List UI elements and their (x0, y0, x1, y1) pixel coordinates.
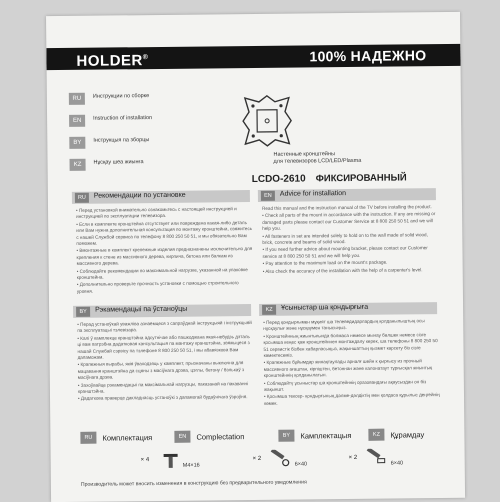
flag-icon: RU (75, 193, 89, 203)
flag-icon: EN (69, 115, 85, 127)
paragraph: • If you need further advice about mounting bracket, please contact our Customer service at 8 800 250 50 51 and we will help you. (262, 246, 438, 261)
language-item (69, 89, 189, 112)
section-body-ru (76, 206, 253, 300)
language-label: Instruction of installation (93, 115, 152, 122)
model-description: Настенные кронштейны (273, 150, 443, 159)
paragraph: • Перед установкой внимательно ознакомьтесь с настоящей инструкцией и инструкцией по эксплуатации телевизора. (76, 206, 252, 221)
part-anchor (349, 446, 429, 469)
screw-icon (163, 453, 179, 469)
part-size: 6×40 (295, 461, 307, 467)
paragraph: • Дадаткова праверце дакладнасць устаноўкі з дапамогай будаўнічага ўзроўня. (78, 394, 254, 402)
part-quantity: × 2 (349, 455, 358, 461)
flag-icon: RU (80, 432, 96, 444)
paragraph: • Захоўвайце рэкамендацыі па максімальнай нагрузцы, паказанай на пакаванні кранштэйна. (78, 381, 254, 396)
paragraph: • Перед қондырғымен мұқият ша телеведидарлардың қолданылыштың осы нұсқаулығ және нұсқаумен танысыңыз. (263, 318, 439, 333)
paragraph: • Соблюдайте рекомендации по максимальной нагрузке, указанной на упаковке кронштейна. (77, 267, 253, 282)
paragraph: • Дополнительно проверьте прочность установки с помощью строительного уровня. (77, 280, 253, 295)
part-bolt (253, 447, 333, 470)
section-header-by (73, 304, 251, 318)
flag-icon: BY (278, 430, 294, 442)
section-body-by (77, 320, 254, 418)
part-screw (141, 448, 231, 471)
complectation-label: Камплектацыя (300, 431, 351, 441)
section-header-kz (259, 302, 437, 316)
flag-icon: KZ (70, 159, 86, 171)
paragraph: • Соблюдайтү ұсыныстар ша кронштейннің оразовандағы ақаусыздан он біз жақыншт. (264, 379, 440, 394)
language-label: Нұсқау шеа жиынға (94, 159, 144, 166)
flag-icon: EN (261, 191, 275, 201)
section-title: Рекомендации по установке (94, 192, 186, 200)
section-header-en (258, 188, 436, 202)
paragraph: • Крапежныя вырабы, якія ўваходзяць у камплект, прызначаны выключна для мацавання кранштэйна да сцяны з масіўнага дрэва, цэглы, бетону / бэлькаў з масіўнага дрэва. (78, 360, 254, 381)
bracket-illustration-icon (237, 92, 298, 151)
complectation-label: Комплектация (102, 433, 152, 443)
paragraph: • Калі ў камплекце кранштэйна адсутнічае або пашкоджана якая-небудзь дэталь ці вам патрэбна дадатковая кансультацыя па мантажу кранштэйна, звяжыцеся з нашай Службай сэрвісу па тэлефоне 8 800 250 50 51, і мы абавязкова Вам дапаможам. (77, 334, 253, 361)
complectation-row (80, 428, 460, 446)
section-body-en (262, 204, 439, 298)
instruction-sheet (46, 12, 465, 502)
flag-icon: KZ (368, 429, 384, 441)
language-label: Інструкцыя па зборцы (93, 137, 149, 144)
anchor-plug-icon (365, 449, 387, 467)
brand-name: HOLDER (76, 52, 143, 70)
brand-header (46, 44, 460, 70)
brand-tagline: 100% НАДЕЖНО (309, 46, 426, 65)
footer-note: Производитель может вносить изменения в конструкцию без предварительного уведомления (81, 479, 307, 487)
model-description: для телевизоров LCD/LED/Plasma (274, 157, 444, 166)
paragraph: • Check all parts of the mount in accordance with the instruction. If any are missing or damaged parts please contact our Customer Service at 8 800 250 50 51 and we will help you. (262, 211, 438, 232)
paragraph: • Вмонтажные в комплект крепежные изделия предназначены исключительно для крепления к стене из массивного дерева, кирпича, бетона или балкам из массивного дерева. (76, 246, 252, 267)
section-title: Ұсыныстар ша қондырғыға (281, 304, 368, 312)
language-label: Инструкции по сборке (93, 93, 149, 100)
flag-icon: EN (174, 431, 190, 443)
flag-icon: BY (76, 307, 90, 317)
part-quantity: × 2 (253, 456, 262, 462)
flag-icon: KZ (262, 305, 276, 315)
model-code: LCDO-2610 (252, 173, 306, 185)
registered-mark: ® (143, 54, 149, 61)
part-size: 6×40 (391, 460, 403, 466)
flag-icon: BY (69, 137, 85, 149)
complectation-label: Complectation (196, 432, 244, 442)
section-header-ru (72, 190, 250, 204)
paragraph: • All fasteners in set are intended solely to hold on to the wall made of solid wood, brick, concrete and beams of solid wood. (262, 232, 438, 247)
parts-list (81, 446, 461, 472)
paragraph: • Если в комплекте кронштейна отсутствует или повреждена какая-либо деталь или Вам нужна дополнительная консультация по монтажу кронштейна, свяжитесь с нашей Службой сервиса по телефону 8 800 250 50 51, и мы обязательно Вам поможем. (76, 220, 252, 247)
paragraph: • Перад устаноўкай уважліва азнаёмцеся з сапраўднай інструкцыяй і інструкцыяй па эксплуатацыі тэлевізара. (77, 320, 253, 335)
bolt-icon (269, 450, 291, 468)
paragraph: • Қосымша тексер- қондырғының дәлме-дәлдіктің мен қолдаса құрылыс деңгейнің көмек. (264, 393, 440, 408)
part-quantity: × 4 (141, 457, 150, 463)
model-row (274, 170, 444, 186)
section-title: Рэкамендацыі па ўстаноўцы (95, 306, 187, 314)
section-title: Advice for installation (280, 190, 346, 198)
model-info (273, 150, 443, 186)
brand-logo (76, 49, 148, 71)
paragraph: • Кронштейнның жиынтығында болмаса немесе мынау бөлшек немесе сізге қосымша кеңес қаж кронштейннен монтаждалу керек, ша телефоны 8 800 250 50 51 сервистік бізбен хабарласыңыз, жақыншаттың қызмет көрсету біз сізге көмектесеміз. (263, 332, 439, 359)
section-body-kz (263, 318, 440, 416)
paragraph: • Also check the accuracy of the installation with the help of a carpenter's level. (263, 267, 439, 275)
language-item (69, 111, 189, 134)
language-item (69, 133, 189, 156)
language-item (69, 155, 189, 178)
paragraph: Read this manual and the instruction manual of the TV before installing the product. (262, 204, 438, 212)
paragraph: • Pay attention to the maximum load on the mount's package. (263, 259, 439, 267)
model-type: ФИКСИРОВАННЫЙ (316, 172, 407, 184)
complectation-label: Құрамдау (390, 430, 424, 439)
paragraph: • Крапежные бұйымдар жинақтаулады арналғ шейн к қырғысу из прочный массивного ағаштан, кірпіштен, бетоннан және калонатаут тұрғысқал жиынтық кронштейннің қолданылатын. (264, 359, 440, 380)
flag-icon: RU (69, 93, 85, 105)
language-list (69, 89, 190, 178)
part-size: M4×16 (183, 463, 200, 469)
